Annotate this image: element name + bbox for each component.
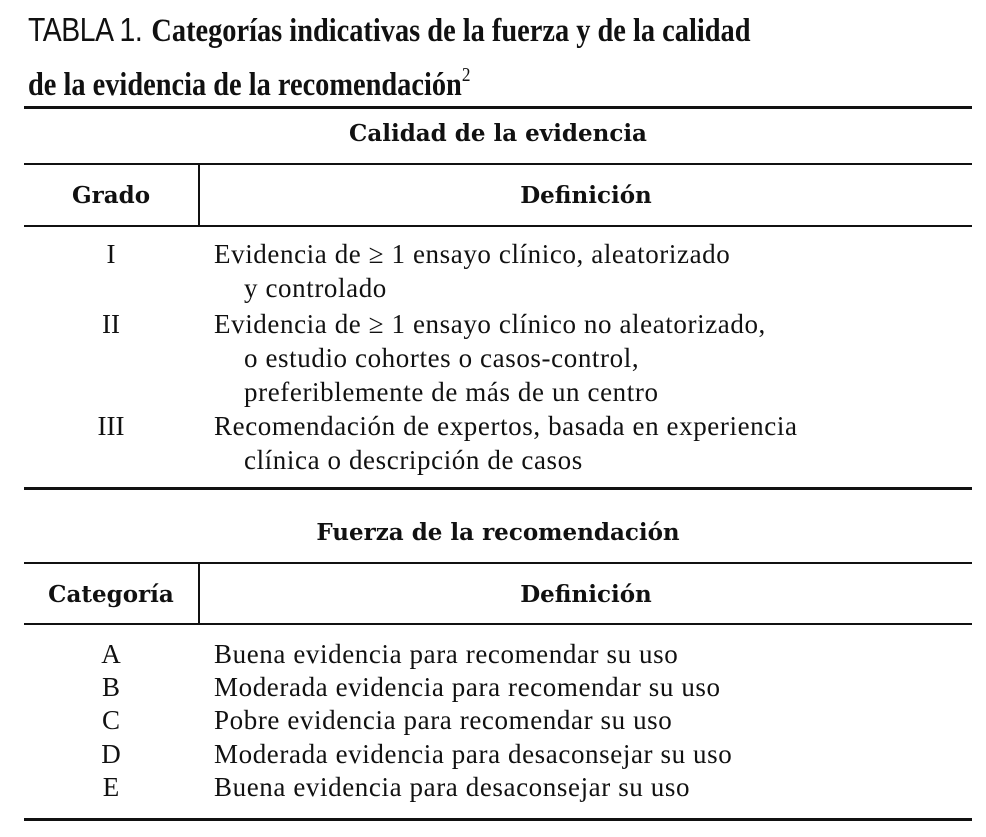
table-title-line-1 (28, 8, 836, 53)
strength-col-category: Categoría (48, 581, 174, 608)
quality-grade-1: I (106, 239, 116, 269)
quality-definition-2-line-3: preferiblemente de más de un centro (244, 377, 659, 407)
strength-category-e: E (102, 772, 120, 802)
reference-superscript: 2 (461, 64, 471, 86)
strength-definition-e: Buena evidencia para desaconsejar su uso (214, 772, 691, 802)
table-title-text-1: Categorías indicativas de la fuerza y de la calidad (151, 13, 751, 49)
quality-definition-1-line-1: Evidencia de ≥ 1 ensayo clínico, aleatorizado (214, 239, 731, 269)
strength-definition-b: Moderada evidencia para recomendar su uso (214, 672, 721, 702)
quality-bottom-rule (24, 487, 972, 490)
quality-grade-3: III (97, 411, 125, 441)
strength-definition-d: Moderada evidencia para desaconsejar su uso (214, 739, 733, 769)
quality-definition-1-line-2: y controlado (244, 273, 387, 303)
table-title-line-2 (28, 53, 836, 107)
quality-definition-3-line-2: clínica o descripción de casos (244, 445, 583, 475)
quality-header-top-rule (24, 163, 972, 165)
table-label: TABLA 1. (28, 11, 143, 48)
quality-definition-3-line-1: Recomendación de expertos, basada en experiencia (214, 411, 798, 441)
table-title-text-2: de la evidencia de la recomendación (28, 67, 462, 103)
quality-definition-2-line-1: Evidencia de ≥ 1 ensayo clínico no aleatorizado, (214, 309, 766, 339)
strength-category-b: B (101, 672, 120, 702)
strength-definition-a: Buena evidencia para recomendar su uso (214, 639, 679, 669)
strength-section-title: Fuerza de la recomendación (316, 519, 680, 546)
quality-col-grade: Grado (71, 182, 151, 209)
strength-category-a: A (101, 639, 121, 669)
quality-grade-2: II (102, 309, 120, 339)
quality-definition-2-line-2: o estudio cohortes o casos-control, (244, 343, 640, 373)
bottom-rule (24, 818, 972, 821)
table-title (28, 8, 836, 107)
strength-category-c: C (101, 705, 120, 735)
quality-header-bottom-rule (24, 225, 972, 227)
strength-col-definition: Definición (520, 581, 652, 608)
quality-col-definition: Definición (520, 182, 652, 209)
strength-header-top-rule (24, 562, 972, 564)
quality-section-title: Calidad de la evidencia (349, 120, 647, 147)
strength-definition-c: Pobre evidencia para recomendar su uso (214, 705, 673, 735)
top-rule (24, 106, 972, 109)
strength-header-bottom-rule (24, 623, 972, 625)
strength-category-d: D (101, 739, 121, 769)
